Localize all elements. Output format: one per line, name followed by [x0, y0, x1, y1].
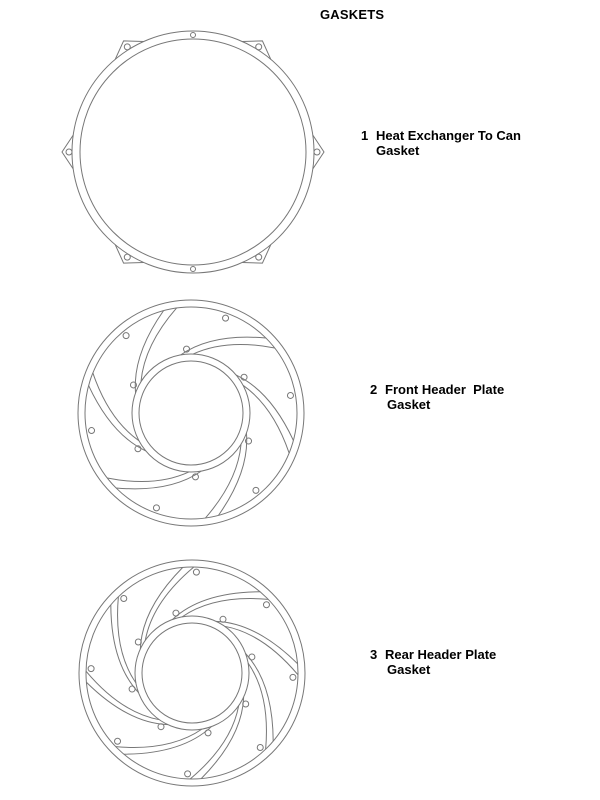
gasket-3-outer-bolt-hole: [257, 744, 263, 750]
gasket-1-label: [361, 128, 521, 158]
heat-exchanger-gasket-drawing: [62, 31, 324, 273]
gasket-1-bolt-hole: [124, 254, 130, 260]
gasket-1-name-line1: Heat Exchanger To Can: [376, 128, 521, 143]
gasket-1-number: 1: [361, 128, 369, 143]
gasket-1-bolt-hole: [191, 267, 196, 272]
gasket-1-bolt-hole: [314, 149, 320, 155]
gasket-3-inner-bolt-hole: [129, 686, 135, 692]
gasket-2-label: [370, 382, 504, 412]
gasket-3-inner-band: [135, 616, 249, 730]
gasket-3-center-opening: [142, 623, 242, 723]
front-header-plate-gasket-drawing: [78, 300, 304, 526]
gasket-2-outer-bolt-hole: [123, 333, 129, 339]
gasket-2-vane: [181, 337, 275, 355]
gasket-3-outer-bolt-hole: [115, 738, 121, 744]
gasket-2-outer-bolt-hole: [253, 487, 259, 493]
gasket-2-number: 2: [370, 382, 378, 397]
gasket-3-outer-edge: [79, 560, 305, 786]
gasket-2-name-line1: Front Header Plate: [385, 382, 505, 397]
gasket-3-outer-bolt-hole: [88, 666, 94, 672]
gasket-2-outer-bolt-hole: [223, 315, 229, 321]
gasket-3-vane: [111, 597, 139, 693]
gasket-2-inner-band: [132, 354, 250, 472]
gasket-2-vane: [135, 308, 176, 393]
gasket-3-outer-bolt-hole: [185, 771, 191, 777]
gasket-1-bolt-hole: [191, 33, 196, 38]
gasket-3-inner-bolt-hole: [173, 610, 179, 616]
gasket-3-inner-bolt-hole: [249, 654, 255, 660]
gasket-2-name-line2: Gasket: [387, 397, 431, 412]
gasket-1-bolt-hole: [256, 44, 262, 50]
gasket-1-name-line2: Gasket: [376, 143, 420, 158]
gasket-2-vane: [89, 373, 146, 451]
gasket-2-outer-bolt-hole: [287, 392, 293, 398]
gasket-1-bolt-hole: [66, 149, 72, 155]
gasket-3-name-line1: Rear Header Plate: [385, 647, 497, 662]
gasket-2-outer-bolt-hole: [153, 505, 159, 511]
gasket-3-vane: [246, 654, 274, 750]
gasket-3-label: [370, 647, 496, 677]
gasket-1-inner-edge: [80, 39, 306, 265]
gasket-1-bolt-hole: [256, 254, 262, 260]
gasket-2-center-opening: [139, 361, 243, 465]
gasket-3-vane: [173, 592, 269, 620]
gasket-2-outer-band: [85, 307, 297, 519]
gasket-2-vane: [205, 433, 246, 518]
page-title: GASKETS: [320, 7, 385, 22]
gasket-1-bolt-hole: [124, 44, 130, 50]
gasket-1-outer-edge: [72, 31, 314, 273]
gasket-2-outer-bolt-hole: [89, 428, 95, 434]
gasket-3-inner-bolt-hole: [205, 730, 211, 736]
gasket-3-name-line2: Gasket: [387, 662, 431, 677]
gasket-2-vane: [107, 471, 201, 489]
rear-header-plate-gasket-drawing: [79, 560, 305, 786]
gasket-3-outer-bolt-hole: [263, 602, 269, 608]
gasket-3-vane: [116, 727, 212, 755]
gasket-3-outer-bolt-hole: [193, 569, 199, 575]
gasket-3-outer-bolt-hole: [121, 596, 127, 602]
gasket-3-number: 3: [370, 647, 378, 662]
gasket-3-outer-bolt-hole: [290, 674, 296, 680]
gasket-2-vane: [236, 375, 293, 453]
